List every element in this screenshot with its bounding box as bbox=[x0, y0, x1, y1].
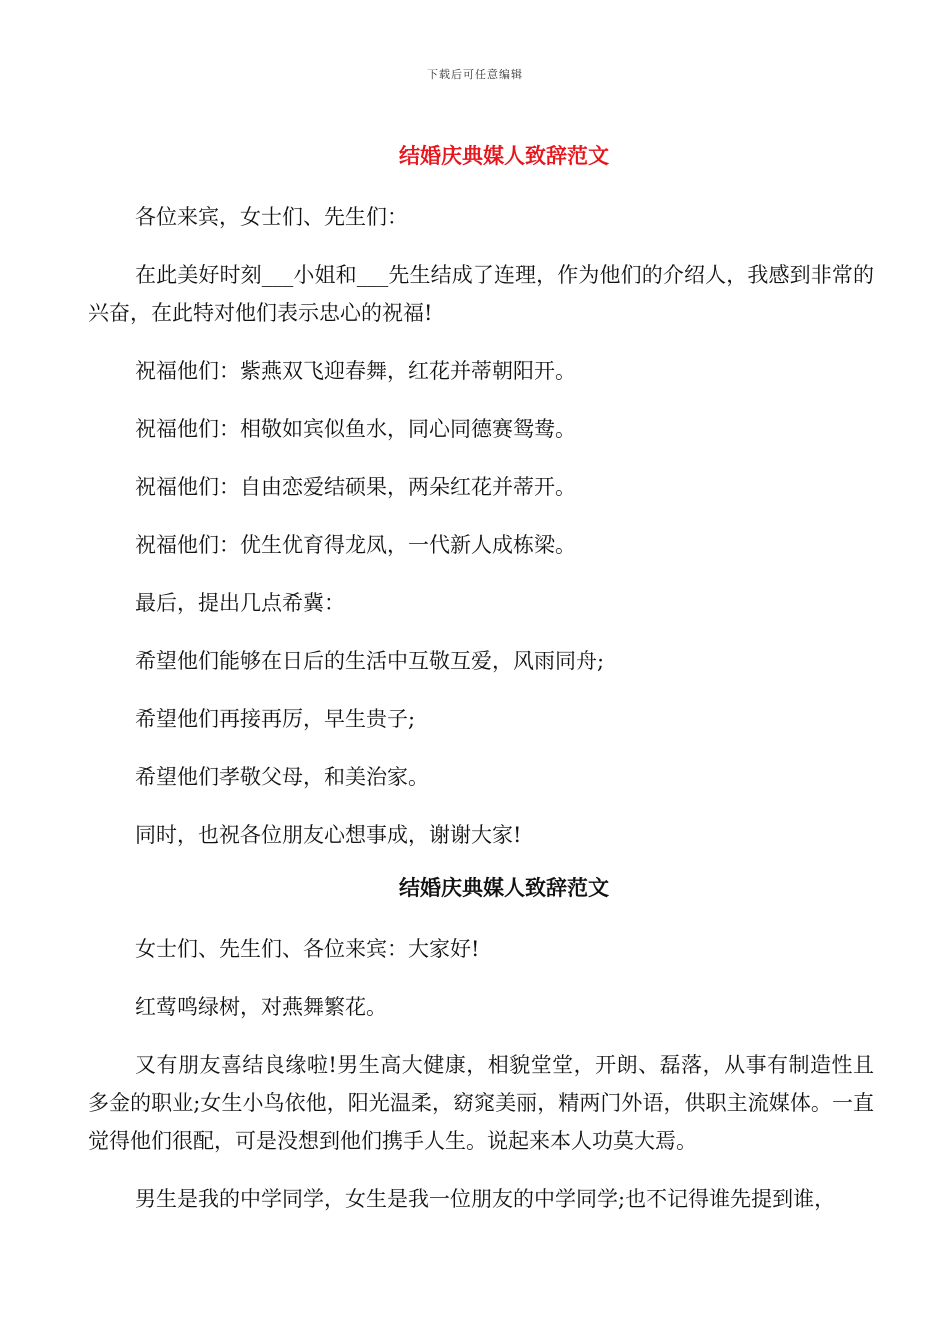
header-note: 下载后可任意编辑 bbox=[427, 68, 523, 81]
paragraph: 希望他们再接再厉，早生贵子; bbox=[135, 707, 416, 731]
paragraph: 在此美好时刻___小姐和___先生结成了连理，作为他们的介绍人，我感到非常的兴奋，在此特对他们表示忠心的祝福! bbox=[88, 263, 874, 325]
paragraph: 男生是我的中学同学，女生是我一位朋友的中学同学;也不记得谁先提到谁， bbox=[135, 1187, 836, 1211]
section-title-2: 结婚庆典媒人致辞范文 bbox=[399, 875, 609, 900]
paragraph: 各位来宾，女士们、先生们： bbox=[135, 205, 408, 229]
paragraph: 最后，提出几点希冀： bbox=[135, 591, 345, 615]
section-title-1: 结婚庆典媒人致辞范文 bbox=[399, 143, 609, 168]
paragraph: 同时，也祝各位朋友心想事成，谢谢大家! bbox=[135, 823, 522, 847]
paragraph: 祝福他们：紫燕双飞迎春舞，红花并蒂朝阳开。 bbox=[135, 359, 576, 383]
paragraph: 红莺鸣绿树，对燕舞繁花。 bbox=[135, 995, 387, 1019]
paragraph: 希望他们孝敬父母，和美治家。 bbox=[135, 765, 429, 789]
document-body bbox=[88, 142, 874, 1238]
paragraph: 祝福他们：相敬如宾似鱼水，同心同德赛鸳鸯。 bbox=[135, 417, 576, 441]
paragraph: 女士们、先生们、各位来宾：大家好! bbox=[135, 937, 480, 961]
paragraph: 希望他们能够在日后的生活中互敬互爱，风雨同舟; bbox=[135, 649, 605, 673]
paragraph: 又有朋友喜结良缘啦!男生高大健康，相貌堂堂，开朗、磊落，从事有制造性且多金的职业;女生小鸟依他，阳光温柔，窈窕美丽，精两门外语，供职主流媒体。一直觉得他们很配，可是没想到他们携手人生。说起来本人功莫大焉。 bbox=[88, 1053, 874, 1153]
paragraph: 祝福他们：优生优育得龙凤，一代新人成栋梁。 bbox=[135, 533, 576, 557]
paragraph: 祝福他们：自由恋爱结硕果，两朵红花并蒂开。 bbox=[135, 475, 576, 499]
